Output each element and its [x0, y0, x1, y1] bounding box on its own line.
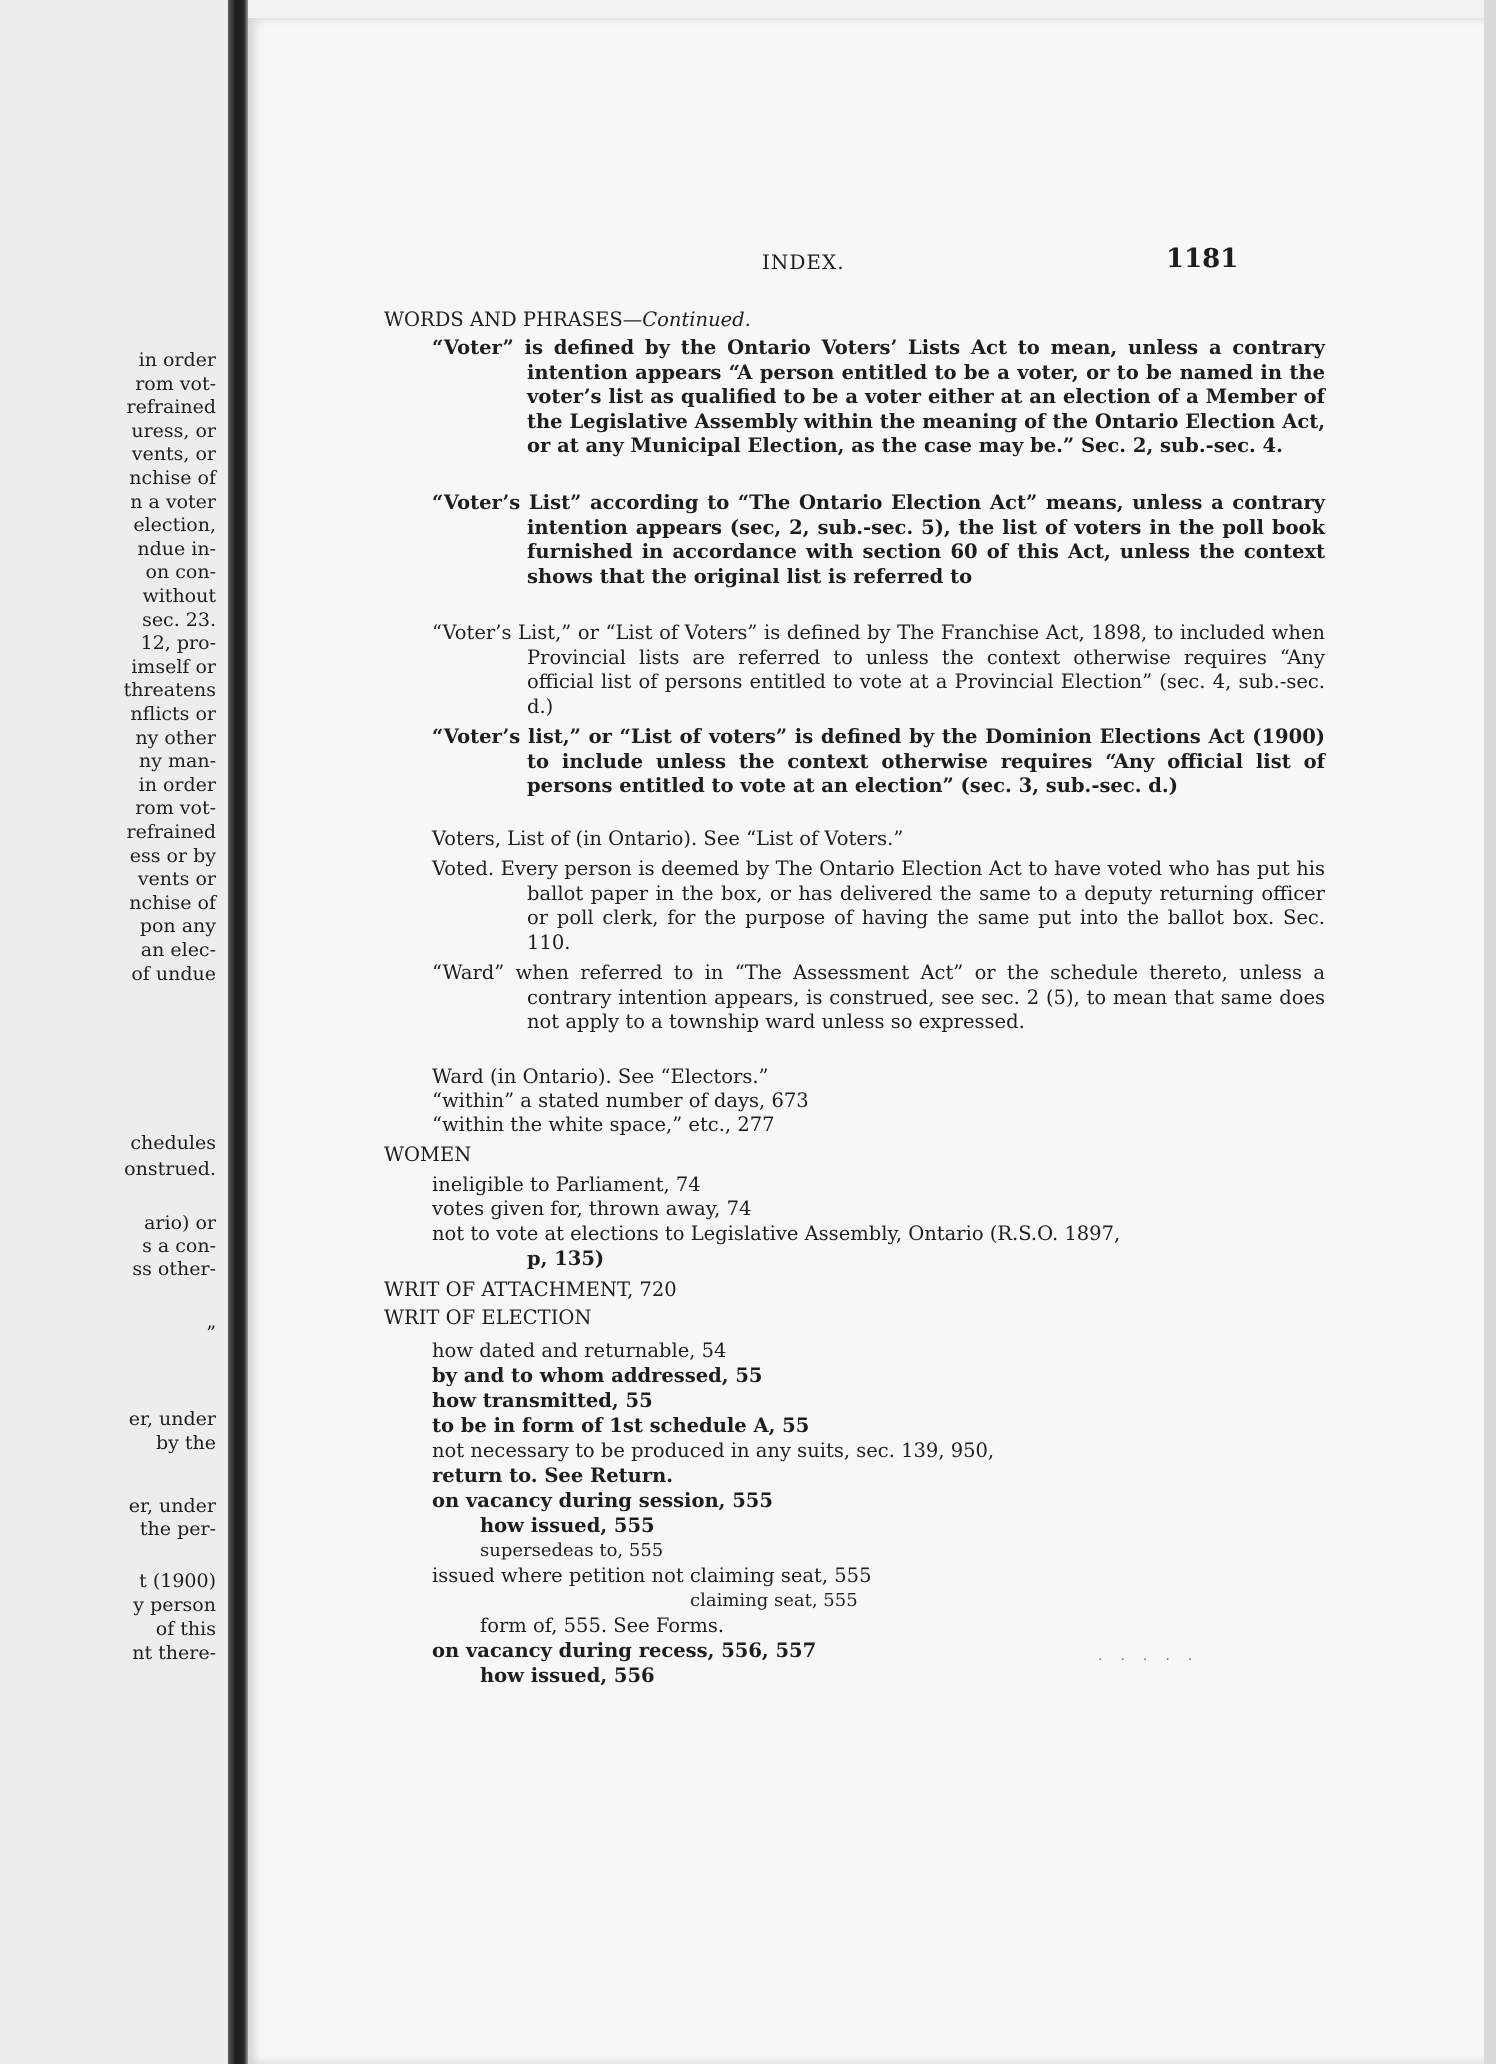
left-page-line: rom vot- — [135, 372, 216, 395]
writ-entry: by and to whom addressed, 55 — [432, 1364, 763, 1387]
left-page-line: an elec- — [140, 939, 216, 961]
entry-voters-list-ontario: Voters, List of (in Ontario). See “List of Voters.” — [432, 827, 904, 850]
entry-women-votes: votes given for, thrown away, 74 — [432, 1197, 752, 1220]
left-page-line: on con- — [145, 561, 216, 584]
writ-entry: how transmitted, 55 — [432, 1389, 653, 1412]
writ-entry: claiming seat, 555 — [690, 1590, 858, 1611]
writ-entry: on vacancy during session, 555 — [432, 1489, 773, 1512]
writ-entry: return to. See Return. — [432, 1464, 674, 1487]
previous-page-fragment — [0, 0, 228, 2064]
left-page-line: uress, or — [131, 419, 216, 442]
running-header: INDEX. — [762, 250, 845, 274]
entry-within-white-space: “within the white space,” etc., 277 — [432, 1113, 775, 1136]
entry-women-not-to-vote-cont: p, 135) — [527, 1247, 605, 1270]
heading-women: WOMEN — [384, 1143, 472, 1166]
left-page-line: without — [142, 585, 216, 607]
left-page-line: nt there- — [132, 1642, 216, 1664]
left-page-line: ess or by — [129, 844, 216, 867]
entry-within-days: “within” a stated number of days, 673 — [432, 1089, 809, 1112]
writ-entry: how issued, 556 — [480, 1664, 655, 1687]
left-page-line: rom vot- — [135, 797, 216, 820]
left-page-line: refrained — [126, 821, 216, 843]
left-page-line: election, — [133, 514, 216, 537]
writ-entry: not necessary to be produced in any suits, sec. 139, 950, — [432, 1439, 995, 1462]
left-page-line: refrained — [126, 396, 216, 419]
left-page-line: ario) or — [144, 1212, 216, 1234]
left-page-line: 12, pro- — [140, 632, 216, 655]
heading-writ-of-election: WRIT OF ELECTION — [384, 1306, 592, 1329]
writ-entry: to be in form of 1st schedule A, 55 — [432, 1414, 810, 1437]
writ-entry: issued where petition not claiming seat, 555 — [432, 1564, 872, 1587]
book-spine — [228, 0, 248, 2064]
left-page-line: t (1900) — [139, 1570, 216, 1592]
left-page-line: ny man- — [138, 750, 216, 773]
writ-entry: form of, 555. See Forms. — [480, 1614, 725, 1637]
left-page-line: ndue in- — [137, 537, 216, 560]
left-page-line: ny other — [135, 726, 216, 749]
print-specks: ····· — [1098, 1652, 1211, 1668]
left-page-line: nchise of — [129, 891, 216, 914]
entry-voters-list-2: “Voter’s List,” or “List of Voters” is defined by The Franchise Act, 1898, to included when Provincial lists are referred to unless the context otherwise requires “Any official list of persons entitled to vote at a Provincial Election” (sec. 4, sub.-sec. d.) — [432, 621, 1325, 718]
left-page-line: y person — [133, 1594, 216, 1616]
left-page-line: er, under — [128, 1495, 216, 1517]
entry-ward: “Ward” when referred to in “The Assessment Act” or the schedule thereto, unless a contrary intention appears, is construed, see sec. 2 (5), to mean that same does not apply to a township ward unless so expressed. — [432, 961, 1325, 1033]
left-page-line: in order — [138, 349, 216, 371]
left-page-line: imself or — [131, 655, 216, 678]
entry-voter: “Voter” is defined by the Ontario Voters’ Lists Act to mean, unless a contrary intention appears “A person entitled to be a voter, or to be named in the voter’s list as qualified to be a voter either at an election of a Member of the Legislative Assembly within the meaning of the Ontario Election Act, or at any Municipal Election, as the case may be.” Sec. 2, sub.-sec. 4. — [432, 336, 1325, 457]
left-page-line: in order — [138, 773, 216, 796]
left-page-line: s a con- — [142, 1235, 216, 1257]
left-page-line: the per- — [139, 1518, 216, 1540]
entry-voted: Voted. Every person is deemed by The Ontario Election Act to have voted who has put his ballot paper in the box, or has delivered the same to a deputy returning officer or poll clerk, for the purpose of having the same put into the ballot box. Sec. 110. — [432, 857, 1325, 954]
writ-entry: on vacancy during recess, 556, 557 — [432, 1639, 817, 1662]
left-page-line: pon any — [139, 915, 216, 938]
left-page-line: chedules — [130, 1132, 216, 1154]
entry-ward-ontario: Ward (in Ontario). See “Electors.” — [432, 1065, 769, 1088]
left-page-line: threatens — [123, 679, 216, 702]
left-page-line: vents, or — [131, 443, 216, 466]
left-page-line: of this — [155, 1618, 216, 1640]
left-page-line: by the — [155, 1432, 216, 1454]
entry-women-ineligible: ineligible to Parliament, 74 — [432, 1173, 701, 1196]
entry-women-not-to-vote: not to vote at elections to Legislative Assembly, Ontario (R.S.O. 1897, — [432, 1222, 1121, 1245]
left-page-line: onstrued. — [124, 1158, 216, 1180]
left-page-line: nflicts or — [130, 703, 216, 725]
writ-entry: how dated and returnable, 54 — [432, 1339, 727, 1362]
left-page-line: er, under — [128, 1408, 216, 1430]
heading-writ-of-attachment: WRIT OF ATTACHMENT, 720 — [384, 1278, 677, 1301]
page-edge — [1484, 0, 1496, 2064]
left-page-line: n a voter — [130, 490, 216, 513]
entry-voters-list-1: “Voter’s List” according to “The Ontario Election Act” means, unless a contrary intention appears (sec, 2, sub.-sec. 5), the list of voters in the poll book furnished in accordance with section 60 of this Act, unless the context shows that the original list is referred to — [432, 491, 1325, 588]
left-page-line: nchise of — [129, 467, 216, 489]
heading-words-and-phrases: WORDS AND PHRASES—Continued. — [384, 308, 751, 331]
left-page-line: sec. 23. — [142, 608, 216, 631]
writ-entry: supersedeas to, 555 — [480, 1540, 664, 1561]
left-page-line: of undue — [131, 962, 216, 985]
left-page-line: ss other- — [132, 1258, 216, 1280]
page-number: 1181 — [1166, 244, 1239, 274]
entry-voters-list-3: “Voter’s list,” or “List of voters” is defined by the Dominion Elections Act (1900) to include unless the context otherwise requires “Any official list of persons entitled to vote at an election” (sec. 3, sub.-sec. d.) — [432, 725, 1325, 797]
writ-entry: how issued, 555 — [480, 1514, 655, 1537]
left-page-line: vents or — [137, 868, 216, 891]
left-page-line: ” — [206, 1322, 216, 1344]
